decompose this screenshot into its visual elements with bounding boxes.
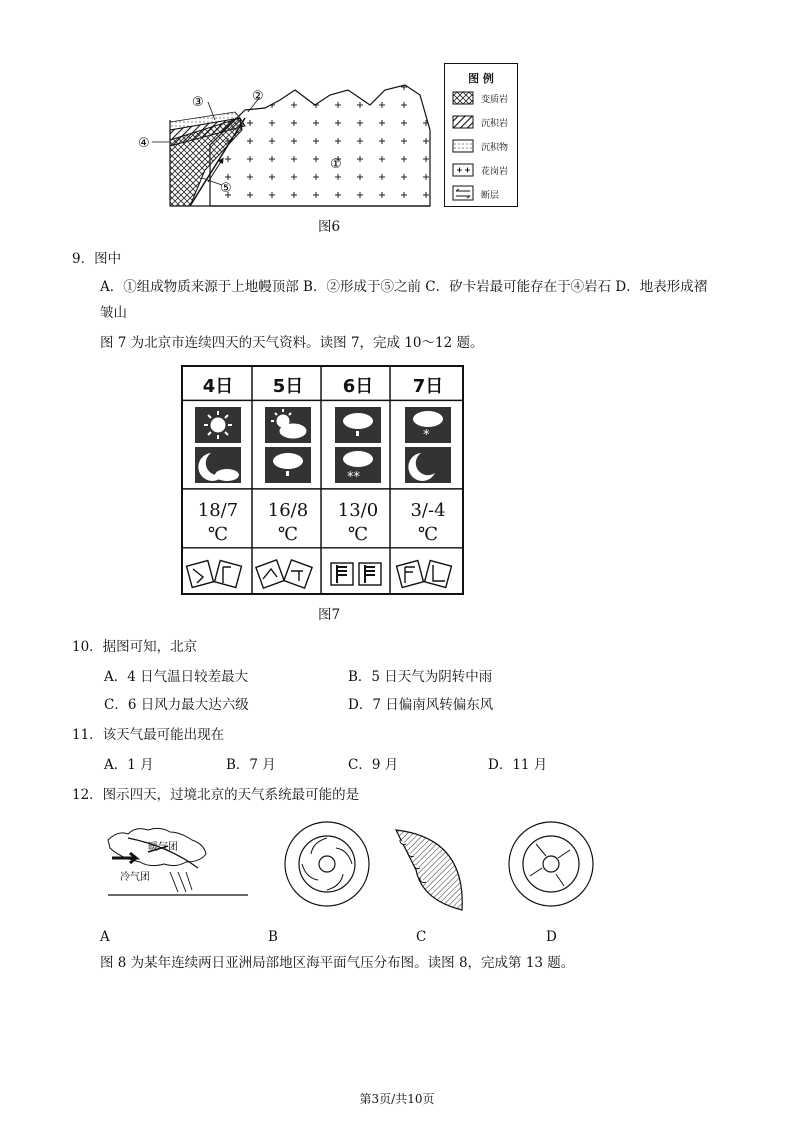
question-12-label-d: D bbox=[546, 929, 557, 945]
temp-unit-5: ℃ bbox=[277, 524, 299, 545]
question-9-options: A．①组成物质来源于上地幔顶部 B．②形成于⑤之前 C．矽卡岩最可能存在于④岩石 D．地表形成褶 bbox=[100, 279, 708, 295]
svg-text:*: * bbox=[423, 428, 430, 443]
figure-6-caption: 图6 bbox=[318, 219, 341, 235]
wind-barb-icon bbox=[331, 563, 381, 585]
question-10-option-b: B．5 日天气为阴转中雨 bbox=[348, 669, 493, 685]
temp-range-7: 3/-4 bbox=[410, 500, 446, 521]
svg-text:**: ** bbox=[347, 470, 360, 485]
weather-table bbox=[181, 365, 464, 595]
temp-unit-7: ℃ bbox=[417, 524, 439, 545]
temp-range-5: 16/8 bbox=[267, 500, 309, 521]
question-9-options-cont: 皱山 bbox=[100, 305, 127, 321]
question-10-option-c: C．6 日风力最大达六级 bbox=[104, 697, 249, 713]
intro-figure-8: 图 8 为某年连续两日亚洲局部地区海平面气压分布图。读图 8，完成第 13 题。 bbox=[100, 955, 575, 971]
question-11-option-d: D．11 月 bbox=[488, 757, 548, 773]
question-11-option-b: B．7 月 bbox=[226, 757, 276, 773]
wind-symbols bbox=[183, 553, 466, 595]
question-10-stem: 10．据图可知，北京 bbox=[72, 639, 198, 655]
temp-unit-4: ℃ bbox=[207, 524, 229, 545]
marker-3: ③ bbox=[192, 95, 204, 110]
question-12-label-b: B bbox=[268, 929, 278, 945]
temp-cell-4 bbox=[183, 499, 253, 547]
temp-cell-7 bbox=[393, 499, 463, 547]
weather-icons bbox=[183, 403, 466, 489]
question-11-option-a: A．1 月 bbox=[104, 757, 154, 773]
intro-figure-7: 图 7 为北京市连续四天的天气资料。读图 7，完成 10～12 题。 bbox=[100, 335, 484, 351]
temp-range-6: 13/0 bbox=[337, 500, 379, 521]
warm-air-label: 暖气团 bbox=[148, 842, 178, 853]
day-7: 7日 bbox=[412, 376, 444, 397]
page-footer: 第3页/共10页 bbox=[359, 1092, 435, 1106]
figure-6-legend bbox=[444, 63, 518, 207]
legend-item-sedimentary-rock: 沉积岩 bbox=[481, 119, 509, 129]
marker-4: ④ bbox=[138, 136, 150, 151]
question-12-label-c: C bbox=[416, 929, 427, 945]
wind-barb-icon bbox=[187, 561, 242, 588]
temp-cell-6 bbox=[323, 499, 393, 547]
question-12-stem: 12．图示四天，过境北京的天气系统最可能的是 bbox=[72, 787, 360, 803]
temp-range-4: 18/7 bbox=[197, 500, 239, 521]
question-12-label-a: A bbox=[100, 929, 110, 945]
temp-unit-6: ℃ bbox=[347, 524, 369, 545]
wind-barb-icon bbox=[397, 561, 452, 588]
cold-air-label: 冷气团 bbox=[120, 872, 150, 883]
marker-5: ⑤ bbox=[220, 181, 232, 196]
marker-2: ② bbox=[252, 89, 264, 104]
question-10-option-a: A．4 日气温日较差最大 bbox=[104, 669, 249, 685]
legend-item-metamorphic: 变质岩 bbox=[481, 95, 509, 105]
day-5: 5日 bbox=[272, 376, 304, 397]
option-d-pressure-system bbox=[506, 820, 596, 910]
option-b-pressure-system bbox=[282, 820, 372, 910]
question-11-option-c: C．9 月 bbox=[348, 757, 399, 773]
question-10-option-d: D．7 日偏南风转偏东风 bbox=[348, 697, 494, 713]
temp-cell-5 bbox=[253, 499, 323, 547]
option-a-front-diagram bbox=[98, 820, 248, 910]
option-c-front-map bbox=[392, 826, 472, 916]
legend-item-granite: 花岗岩 bbox=[481, 167, 509, 177]
question-9-stem: 9．图中 bbox=[72, 251, 122, 267]
legend-item-sediment: 沉积物 bbox=[481, 143, 509, 153]
wind-barb-icon bbox=[256, 560, 312, 588]
day-4: 4日 bbox=[202, 376, 234, 397]
legend-item-fault: 断层 bbox=[481, 191, 500, 201]
legend-title: 图 例 bbox=[468, 72, 494, 85]
day-6: 6日 bbox=[342, 376, 374, 397]
marker-1: ① bbox=[330, 157, 342, 172]
question-11-stem: 11．该天气最可能出现在 bbox=[72, 727, 225, 743]
figure-7-caption: 图7 bbox=[318, 607, 341, 623]
